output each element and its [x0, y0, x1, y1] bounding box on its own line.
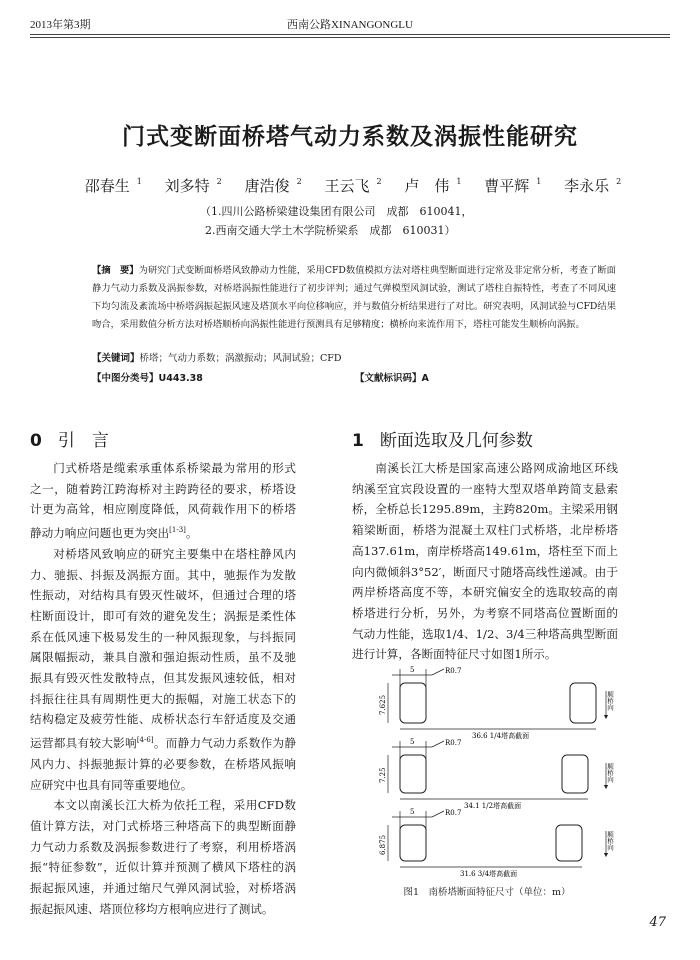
- keywords-label: 【关键词】: [92, 353, 140, 364]
- clc-number: [92, 370, 203, 384]
- author: 邵春生 $^1$: [84, 177, 142, 195]
- affiliation-line: （1.四川公路桥梁建设集团有限公司 成都 610041，: [200, 205, 473, 218]
- page-number: 47: [649, 915, 666, 930]
- journal-name: 西南公路XINANGONGLU: [287, 19, 413, 31]
- section-drawing-three-quarter: [379, 808, 614, 878]
- radius-label: R0.7: [445, 809, 462, 817]
- section-drawing-half: [379, 738, 614, 810]
- clc-value: U443.38: [158, 373, 203, 384]
- abstract: [92, 262, 616, 334]
- direction-label: 顺桥向: [606, 691, 614, 711]
- citation: [1-3]: [169, 526, 186, 535]
- clc-label: 【中图分类号】: [92, 373, 159, 384]
- author-list: [0, 175, 700, 196]
- author: 曹平辉 $^1$: [484, 177, 542, 195]
- paper-title: 门式变断面桥塔气动力系数及涡振性能研究: [122, 124, 578, 150]
- width-label: 5: [410, 666, 415, 674]
- figure-caption: 图1 南桥塔断面特征尺寸（单位：m）: [403, 887, 571, 898]
- span-label: 34.1 1/2塔高截面: [464, 802, 522, 810]
- citation: [4-6]: [136, 736, 154, 745]
- abstract-label: 【摘 要】: [92, 265, 139, 276]
- keywords: [92, 350, 342, 364]
- section-number: 1: [352, 431, 364, 451]
- right-column: [352, 458, 618, 665]
- height-label: 7.25: [379, 767, 387, 783]
- figure-1-section-diagram: [352, 665, 622, 880]
- affiliation-line: 2.西南交通大学土木学院桥梁系 成都 610031）: [205, 224, 456, 237]
- paragraph: 南溪长江大桥是国家高速公路网成渝地区环线纳溪至宜宾段设置的一座特大型双塔单跨简支悬索桥，全桥总长1295.89m，主跨820m。主梁采用钢箱梁断面，桥塔为混凝土双柱门式桥塔，北岸桥塔高137.61m，南岸桥塔高149.61m，塔柱至下而上向内微倾斜3°52′，断面尺寸随塔高线性递减。由于两岸桥塔高度不等，本研究偏安全的选取较高的南桥塔进行分析，另外，为考察不同塔高位置断面的气动力性能，选取1/4、1/2、3/4三种塔高典型断面进行计算，各断面特征尺寸如图1所示。: [352, 461, 618, 662]
- span-label: 36.6 1/4塔高截面: [472, 732, 530, 740]
- section-heading-geometry: [352, 426, 533, 451]
- affiliations: [200, 202, 473, 240]
- document-code: [355, 370, 429, 384]
- section-heading-intro: [30, 426, 109, 451]
- section-number: 0: [30, 431, 42, 451]
- span-label: 31.6 3/4塔高截面: [460, 870, 518, 878]
- abstract-text: 为研究门式变断面桥塔风致静动力性能，采用CFD数值模拟方法对塔柱典型断面进行定常及非定常分析，考查了断面静力气动力系数及涡振参数，对桥塔涡振性能进行了初步评判；通过气弹模型风洞试验，测试了塔柱自振特性，考查了不同风速下均匀流及紊流场中桥塔涡振起振风速及塔顶水平向位移响应，并与数值分析结果进行了对比。研究表明，风洞试验与CFD结果吻合，采用数值分析方法对桥塔顺桥向涡振性能进行预测具有足够精度；横桥向来流作用下，塔柱可能发生顺桥向涡振。: [92, 265, 616, 330]
- doc-code-label: 【文献标识码】: [355, 373, 422, 384]
- height-label: 6.875: [379, 834, 387, 855]
- doc-code-value: A: [421, 373, 429, 384]
- paragraph: 门式桥塔是缆索承重体系桥梁最为常用的形式之一，随着跨江跨海桥对主跨跨径的要求，桥塔设计更为高耸，相应刚度降低，风荷载作用下的桥塔静动力响应问题也更为突出[1-3]。: [30, 461, 296, 541]
- issue-label: 2013年第3期: [30, 19, 91, 31]
- section-title: 断面选取及几何参数: [379, 431, 533, 451]
- width-label: 5: [410, 808, 415, 816]
- author: 王云飞 $^2$: [324, 177, 382, 195]
- author: 李永乐 $^2$: [564, 177, 622, 195]
- author: 唐浩俊 $^2$: [244, 177, 302, 195]
- keywords-text: 桥塔；气动力系数；涡激振动；风洞试验；CFD: [139, 353, 342, 364]
- page-header: [30, 12, 670, 35]
- header-rule: [30, 37, 670, 38]
- left-column: [30, 458, 296, 919]
- author: 卢 伟 $^1$: [404, 177, 462, 195]
- direction-label: 顺桥向: [606, 763, 614, 783]
- section-drawing-quarter: [379, 666, 614, 740]
- radius-label: R0.7: [445, 667, 462, 675]
- paragraph: 本文以南溪长江大桥为依托工程，采用CFD数值计算方法，对门式桥塔三种塔高下的典型断面静力气动力系数及涡振参数进行了考察，利用桥塔涡振“特征参数”，近似计算并预测了横风下塔柱的涡振起振风速，并通过缩尺气弹风洞试验，对桥塔涡振起振风速、塔顶位移均方根响应进行了测试。: [30, 798, 296, 916]
- paragraph: 对桥塔风致响应的研究主要集中在塔柱静风内力、驰振、抖振及涡振方面。其中，驰振作为发散性振动，对结构具有毁灭性破坏，但通过合理的塔柱断面设计，即可有效的避免发生；涡振是柔性体系在低风速下极易发生的一种风振现象，与抖振同属限幅振动，兼具自激和强迫振动性质，虽不及驰振具有毁灭性发散特点，但其发振风速较低，相对抖振往往具有周期性更大的振幅，对施工状态下的结构稳定及疲劳性能、成桥状态行车舒适度及交通运营都具有较大影响[4-6]。而静力气动力系数作为静风内力、抖振驰振计算的必要参数，在桥塔风振响应研究中也具有同等重要地位。: [30, 546, 296, 792]
- width-label: 5: [410, 738, 415, 746]
- author: 刘多特 $^2$: [164, 177, 222, 195]
- height-label: 7.625: [379, 694, 387, 715]
- section-title: 引 言: [57, 431, 109, 451]
- direction-label: 顺桥向: [606, 831, 614, 851]
- radius-label: R0.7: [445, 739, 462, 747]
